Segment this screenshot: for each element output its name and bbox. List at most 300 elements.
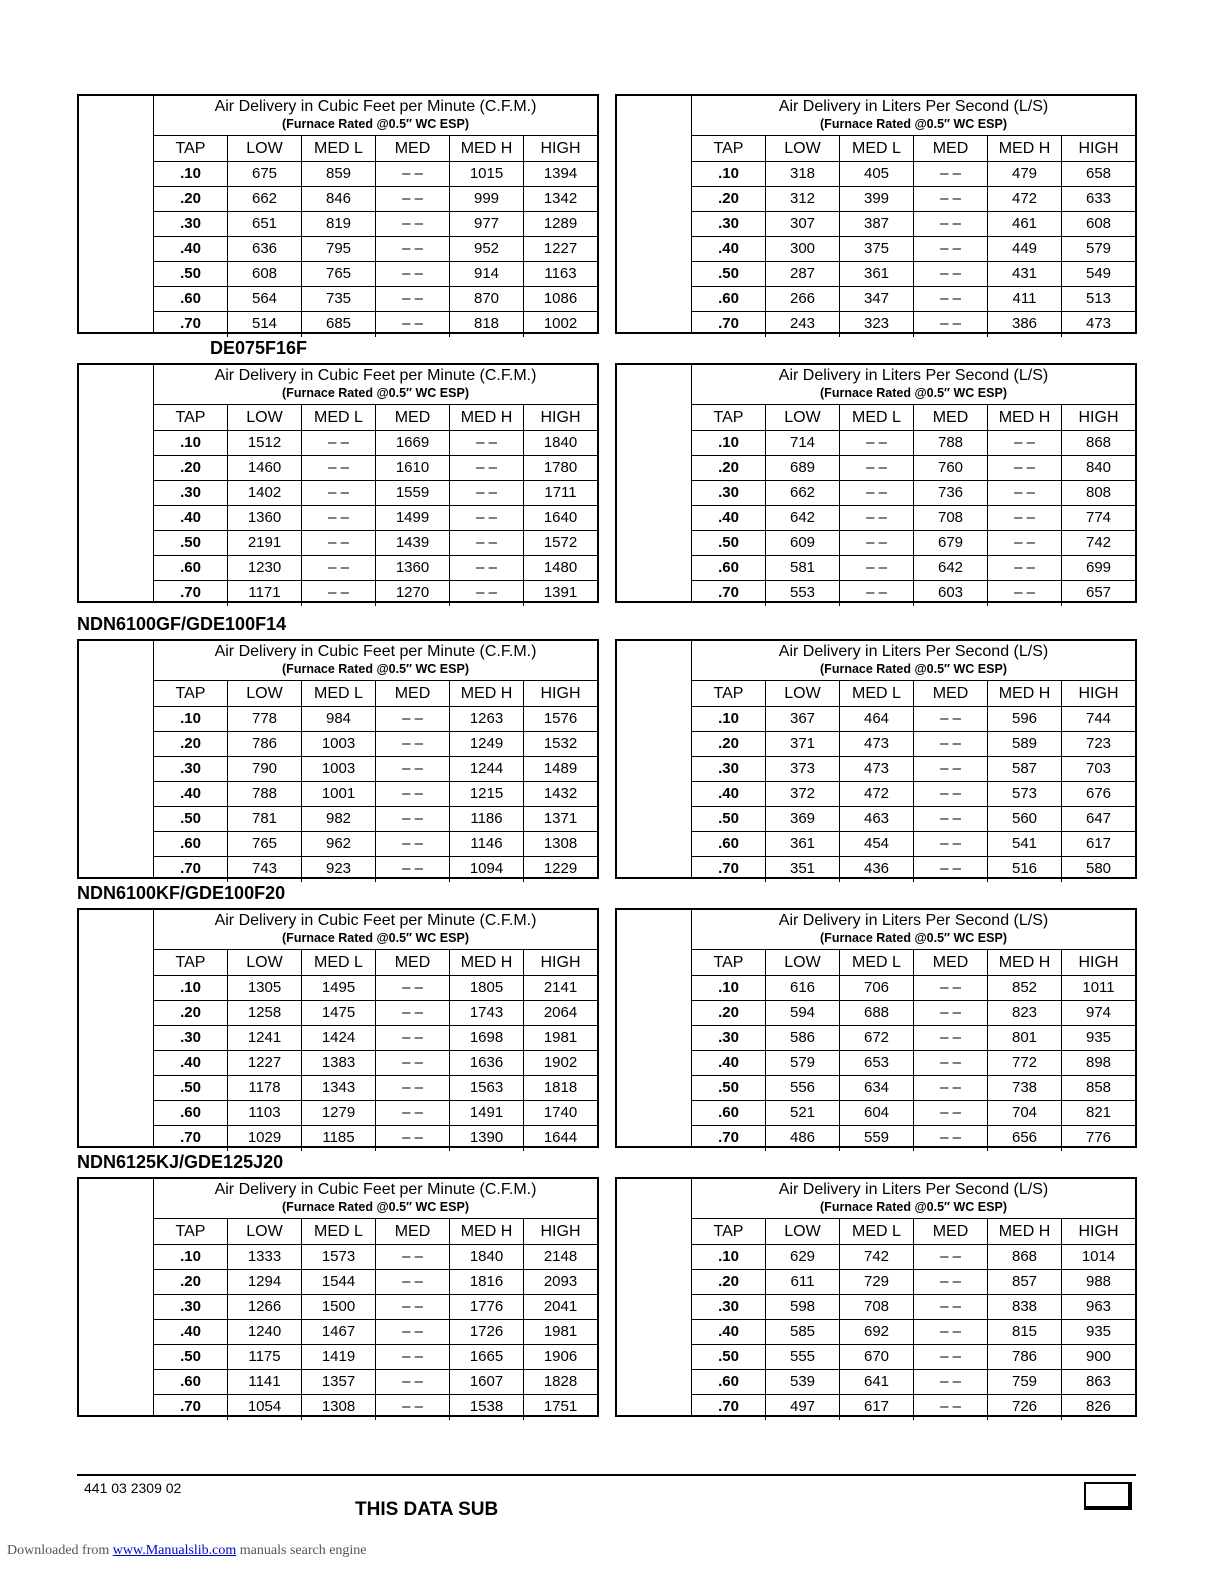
- table-header-row: [692, 950, 1135, 976]
- tap-cell: .40: [154, 237, 228, 262]
- table-body: [692, 365, 1135, 601]
- table-title: [154, 96, 597, 136]
- table-row: [692, 782, 1135, 807]
- value-cell: 1491: [450, 1101, 524, 1126]
- tap-cell: .40: [692, 1320, 766, 1345]
- tap-cell: .70: [692, 857, 766, 882]
- ls-table: [615, 363, 1137, 603]
- value-cell: 742: [840, 1245, 914, 1270]
- tap-cell: .10: [692, 976, 766, 1001]
- value-cell: 553: [766, 581, 840, 606]
- value-cell: 608: [1062, 212, 1135, 237]
- table-row: [154, 431, 597, 456]
- value-cell: 1175: [228, 1345, 302, 1370]
- value-cell: 1230: [228, 556, 302, 581]
- column-header: TAP: [692, 405, 766, 431]
- value-cell: 738: [988, 1076, 1062, 1101]
- column-header: LOW: [766, 950, 840, 976]
- table-row: [692, 431, 1135, 456]
- table-title-text: Air Delivery in Cubic Feet per Minute (C.F.M.): [214, 367, 537, 384]
- value-cell: 1776: [450, 1295, 524, 1320]
- value-cell: 778: [228, 707, 302, 732]
- value-cell: 1665: [450, 1345, 524, 1370]
- table-row: [692, 531, 1135, 556]
- value-cell: 1906: [524, 1345, 597, 1370]
- value-cell: – –: [914, 732, 988, 757]
- column-header: MED H: [988, 681, 1062, 707]
- value-cell: – –: [914, 976, 988, 1001]
- table-row: [692, 857, 1135, 882]
- column-header: TAP: [692, 950, 766, 976]
- value-cell: 1610: [376, 456, 450, 481]
- column-header: HIGH: [524, 681, 597, 707]
- column-header: HIGH: [524, 1219, 597, 1245]
- value-cell: 1816: [450, 1270, 524, 1295]
- table-row: [692, 1270, 1135, 1295]
- value-cell: 658: [1062, 162, 1135, 187]
- value-cell: 1500: [302, 1295, 376, 1320]
- column-header: MED L: [840, 681, 914, 707]
- value-cell: 514: [228, 312, 302, 337]
- value-cell: 473: [840, 757, 914, 782]
- ls-table: [615, 639, 1137, 879]
- value-cell: 1751: [543, 1398, 578, 1415]
- tap-cell: .10: [692, 162, 766, 187]
- column-header: TAP: [692, 136, 766, 162]
- value-cell: – –: [376, 732, 450, 757]
- table-row: [154, 581, 597, 606]
- value-cell: 818: [450, 312, 524, 337]
- value-cell: 1003: [302, 757, 376, 782]
- table-row: [692, 481, 1135, 506]
- table-row: [692, 1245, 1135, 1270]
- tap-cell: .40: [154, 1051, 228, 1076]
- value-cell: 852: [988, 976, 1062, 1001]
- value-cell: 633: [1062, 187, 1135, 212]
- value-cell: – –: [376, 237, 450, 262]
- value-cell: 1343: [302, 1076, 376, 1101]
- column-header: TAP: [154, 950, 228, 976]
- value-cell: 347: [840, 287, 914, 312]
- value-cell: 641: [840, 1370, 914, 1395]
- value-cell: 1636: [450, 1051, 524, 1076]
- value-cell: 1141: [228, 1370, 302, 1395]
- table-row: [692, 237, 1135, 262]
- table-row: [692, 1001, 1135, 1026]
- tap-cell: .40: [154, 506, 228, 531]
- table-row: [154, 1320, 597, 1345]
- table-title-text: Air Delivery in Liters Per Second (L/S): [778, 367, 1049, 384]
- tap-cell: .60: [692, 287, 766, 312]
- value-cell: 859: [302, 162, 376, 187]
- value-cell: – –: [376, 187, 450, 212]
- table-title: [692, 910, 1135, 950]
- tap-cell: .20: [154, 187, 228, 212]
- value-cell: 1342: [524, 187, 597, 212]
- value-cell: 653: [840, 1051, 914, 1076]
- table-body: [692, 96, 1135, 332]
- cfm-table: [77, 94, 599, 334]
- value-cell: – –: [840, 531, 914, 556]
- value-cell: 461: [988, 212, 1062, 237]
- column-header: MED H: [450, 950, 524, 976]
- value-cell: 706: [840, 976, 914, 1001]
- value-cell: 1258: [228, 1001, 302, 1026]
- value-cell: 1563: [450, 1076, 524, 1101]
- doc-number: 441 03 2309 02: [84, 1480, 182, 1496]
- value-cell: 1146: [450, 832, 524, 857]
- value-cell: 464: [840, 707, 914, 732]
- value-cell: – –: [914, 1345, 988, 1370]
- value-cell: 1512: [228, 431, 302, 456]
- manualslib-link[interactable]: www.Manualslib.com: [112, 1543, 237, 1558]
- value-cell: 2041: [524, 1295, 597, 1320]
- table-header-row: [154, 136, 597, 162]
- value-cell: 1711: [524, 481, 597, 506]
- table-title: [154, 1179, 597, 1219]
- value-cell: 454: [840, 832, 914, 857]
- table-title: [692, 96, 1135, 136]
- model-heading: DE075F16F: [210, 338, 308, 358]
- value-cell: 300: [766, 237, 840, 262]
- value-cell: 604: [840, 1101, 914, 1126]
- value-cell: 1607: [450, 1370, 524, 1395]
- value-cell: 982: [302, 807, 376, 832]
- value-cell: 868: [988, 1245, 1062, 1270]
- value-cell: – –: [376, 1320, 450, 1345]
- tap-cell: .50: [154, 262, 228, 287]
- column-header: MED: [376, 681, 450, 707]
- value-cell: 1424: [302, 1026, 376, 1051]
- value-cell: 372: [766, 782, 840, 807]
- value-cell: 999: [450, 187, 524, 212]
- table-header-row: [154, 405, 597, 431]
- table-side-column: [79, 641, 154, 877]
- table-title-text: Air Delivery in Liters Per Second (L/S): [778, 912, 1049, 929]
- value-cell: 1698: [450, 1026, 524, 1051]
- value-cell: 923: [302, 857, 376, 882]
- table-side-column: [79, 1179, 154, 1415]
- table-row: [154, 1270, 597, 1295]
- tap-cell: .30: [154, 1295, 228, 1320]
- value-cell: 598: [766, 1295, 840, 1320]
- tap-cell: .30: [154, 212, 228, 237]
- table-row: [692, 707, 1135, 732]
- column-header: LOW: [766, 1219, 840, 1245]
- table-subtitle: (Furnace Rated @0.5″ WC ESP): [282, 117, 469, 131]
- value-cell: – –: [840, 456, 914, 481]
- table-row: [154, 531, 597, 556]
- value-cell: – –: [450, 431, 524, 456]
- table-side-column: [79, 96, 154, 332]
- value-cell: 675: [228, 162, 302, 187]
- table-row: [154, 1370, 597, 1395]
- value-cell: 1360: [228, 506, 302, 531]
- column-header: LOW: [766, 681, 840, 707]
- table-row: [154, 237, 597, 262]
- table-row: [692, 212, 1135, 237]
- value-cell: 823: [988, 1001, 1062, 1026]
- value-cell: – –: [302, 531, 376, 556]
- column-header: MED: [914, 136, 988, 162]
- value-cell: 977: [450, 212, 524, 237]
- value-cell: – –: [376, 262, 450, 287]
- value-cell: – –: [914, 757, 988, 782]
- column-header: MED L: [840, 405, 914, 431]
- value-cell: 555: [766, 1345, 840, 1370]
- column-header: LOW: [228, 950, 302, 976]
- value-cell: 564: [228, 287, 302, 312]
- value-cell: 1573: [302, 1245, 376, 1270]
- value-cell: 984: [302, 707, 376, 732]
- table-subtitle: (Furnace Rated @0.5″ WC ESP): [820, 931, 1007, 945]
- tap-cell: .70: [154, 581, 228, 606]
- table-title: [154, 641, 597, 681]
- value-cell: 1186: [450, 807, 524, 832]
- value-cell: 735: [302, 287, 376, 312]
- value-cell: 312: [766, 187, 840, 212]
- tap-cell: .60: [154, 287, 228, 312]
- value-cell: 318: [766, 162, 840, 187]
- tap-cell: .40: [154, 1320, 228, 1345]
- value-cell: 1249: [450, 732, 524, 757]
- table-header-row: [692, 681, 1135, 707]
- value-cell: – –: [376, 212, 450, 237]
- table-row: [154, 1051, 597, 1076]
- value-cell: 629: [766, 1245, 840, 1270]
- table-row: [154, 1395, 597, 1420]
- value-cell: – –: [914, 1101, 988, 1126]
- table-row: [154, 1345, 597, 1370]
- value-cell: 662: [766, 481, 840, 506]
- tap-cell: .50: [154, 1076, 228, 1101]
- table-row: [692, 1026, 1135, 1051]
- value-cell: 1743: [450, 1001, 524, 1026]
- value-cell: 1305: [228, 976, 302, 1001]
- table-title-text: Air Delivery in Liters Per Second (L/S): [778, 98, 1049, 115]
- table-row: [154, 162, 597, 187]
- value-cell: 838: [988, 1295, 1062, 1320]
- value-cell: 776: [1085, 1129, 1112, 1146]
- value-cell: 559: [840, 1126, 914, 1151]
- value-cell: 704: [988, 1101, 1062, 1126]
- ls-table: [615, 908, 1137, 1148]
- table-body: [154, 641, 597, 877]
- table-row: [692, 1076, 1135, 1101]
- value-cell: 1227: [228, 1051, 302, 1076]
- column-header: MED H: [450, 405, 524, 431]
- table-row: [154, 707, 597, 732]
- tap-cell: .10: [154, 162, 228, 187]
- column-header: MED H: [450, 1219, 524, 1245]
- value-cell: 670: [840, 1345, 914, 1370]
- tap-cell: .50: [154, 1345, 228, 1370]
- tap-cell: .60: [154, 832, 228, 857]
- table-row: [692, 1370, 1135, 1395]
- cfm-table: [77, 908, 599, 1148]
- value-cell: 772: [988, 1051, 1062, 1076]
- table-side-column: [617, 910, 692, 1146]
- value-cell: 914: [450, 262, 524, 287]
- table-header-row: [154, 950, 597, 976]
- column-header: HIGH: [1062, 681, 1135, 707]
- tap-cell: .60: [154, 556, 228, 581]
- table-row: [692, 506, 1135, 531]
- column-header: HIGH: [524, 950, 597, 976]
- tap-cell: .10: [692, 431, 766, 456]
- value-cell: 1014: [1062, 1245, 1135, 1270]
- column-header: MED: [914, 1219, 988, 1245]
- value-cell: 1480: [524, 556, 597, 581]
- value-cell: 815: [988, 1320, 1062, 1345]
- value-cell: 472: [840, 782, 914, 807]
- value-cell: 1163: [524, 262, 597, 287]
- column-header: MED L: [302, 405, 376, 431]
- value-cell: – –: [376, 1026, 450, 1051]
- table-row: [692, 1101, 1135, 1126]
- value-cell: 1002: [543, 315, 578, 332]
- tap-cell: .40: [154, 782, 228, 807]
- value-cell: 786: [228, 732, 302, 757]
- table-row: [154, 1245, 597, 1270]
- value-cell: – –: [914, 1295, 988, 1320]
- value-cell: 1308: [302, 1395, 376, 1420]
- column-header: MED: [376, 1219, 450, 1245]
- tap-cell: .30: [692, 1026, 766, 1051]
- value-cell: 1185: [302, 1126, 376, 1151]
- value-cell: 1266: [228, 1295, 302, 1320]
- value-cell: 952: [450, 237, 524, 262]
- table-row: [692, 456, 1135, 481]
- value-cell: 1576: [524, 707, 597, 732]
- tap-cell: .70: [154, 857, 228, 882]
- value-cell: 611: [766, 1270, 840, 1295]
- value-cell: 636: [228, 237, 302, 262]
- tap-cell: .60: [154, 1101, 228, 1126]
- column-header: TAP: [154, 681, 228, 707]
- tap-cell: .10: [154, 431, 228, 456]
- value-cell: 369: [766, 807, 840, 832]
- table-title-text: Air Delivery in Liters Per Second (L/S): [778, 1181, 1049, 1198]
- value-cell: 858: [1062, 1076, 1135, 1101]
- value-cell: 449: [988, 237, 1062, 262]
- value-cell: – –: [914, 262, 988, 287]
- value-cell: 1215: [450, 782, 524, 807]
- column-header: MED H: [988, 1219, 1062, 1245]
- value-cell: 266: [766, 287, 840, 312]
- tap-cell: .20: [692, 732, 766, 757]
- tap-cell: .10: [692, 707, 766, 732]
- table-row: [692, 581, 1135, 606]
- tap-cell: .70: [692, 312, 766, 337]
- value-cell: 742: [1062, 531, 1135, 556]
- column-header: LOW: [228, 681, 302, 707]
- tap-cell: .40: [692, 237, 766, 262]
- footer-note: THIS DATA SUB: [355, 1499, 499, 1520]
- table-title-text: Air Delivery in Cubic Feet per Minute (C.F.M.): [214, 98, 537, 115]
- table-title-text: Air Delivery in Cubic Feet per Minute (C.F.M.): [214, 1181, 537, 1198]
- tap-cell: .50: [154, 807, 228, 832]
- table-title: [154, 365, 597, 405]
- value-cell: – –: [914, 1395, 988, 1420]
- table-body: [692, 1179, 1135, 1415]
- table-subtitle: (Furnace Rated @0.5″ WC ESP): [820, 386, 1007, 400]
- tap-cell: .30: [154, 481, 228, 506]
- value-cell: 1780: [524, 456, 597, 481]
- value-cell: 795: [302, 237, 376, 262]
- value-cell: 689: [766, 456, 840, 481]
- value-cell: 672: [840, 1026, 914, 1051]
- download-prefix: Downloaded from: [7, 1543, 113, 1558]
- value-cell: – –: [988, 506, 1062, 531]
- value-cell: 1333: [228, 1245, 302, 1270]
- table-subtitle: (Furnace Rated @0.5″ WC ESP): [820, 662, 1007, 676]
- value-cell: 688: [840, 1001, 914, 1026]
- table-subtitle: (Furnace Rated @0.5″ WC ESP): [282, 386, 469, 400]
- value-cell: – –: [376, 1345, 450, 1370]
- value-cell: – –: [376, 312, 450, 337]
- download-suffix: manuals search engine: [236, 1543, 367, 1558]
- column-header: MED H: [450, 681, 524, 707]
- value-cell: 323: [840, 312, 914, 337]
- table-side-column: [617, 96, 692, 332]
- tap-cell: .60: [692, 1101, 766, 1126]
- column-header: MED L: [302, 1219, 376, 1245]
- column-header: MED H: [988, 136, 1062, 162]
- value-cell: – –: [988, 481, 1062, 506]
- tap-cell: .50: [692, 531, 766, 556]
- value-cell: 1805: [450, 976, 524, 1001]
- value-cell: 539: [766, 1370, 840, 1395]
- table-row: [154, 1126, 597, 1151]
- value-cell: 692: [840, 1320, 914, 1345]
- table-row: [692, 732, 1135, 757]
- value-cell: 399: [840, 187, 914, 212]
- column-header: MED L: [302, 136, 376, 162]
- value-cell: – –: [914, 1270, 988, 1295]
- table-row: [692, 976, 1135, 1001]
- table-row: [154, 187, 597, 212]
- table-side-column: [79, 365, 154, 601]
- value-cell: – –: [376, 1245, 450, 1270]
- table-subtitle: (Furnace Rated @0.5″ WC ESP): [820, 1200, 1007, 1214]
- tap-cell: .60: [154, 1370, 228, 1395]
- value-cell: – –: [840, 431, 914, 456]
- tap-cell: .10: [692, 1245, 766, 1270]
- value-cell: 617: [1062, 832, 1135, 857]
- table-header-row: [154, 1219, 597, 1245]
- column-header: HIGH: [524, 136, 597, 162]
- table-side-column: [617, 641, 692, 877]
- value-cell: 1360: [376, 556, 450, 581]
- value-cell: 736: [914, 481, 988, 506]
- table-header-row: [692, 405, 1135, 431]
- tap-cell: .30: [692, 481, 766, 506]
- value-cell: 521: [766, 1101, 840, 1126]
- table-row: [154, 556, 597, 581]
- value-cell: – –: [450, 556, 524, 581]
- value-cell: – –: [914, 1245, 988, 1270]
- value-cell: 541: [988, 832, 1062, 857]
- value-cell: 586: [766, 1026, 840, 1051]
- tap-cell: .50: [154, 531, 228, 556]
- value-cell: – –: [914, 1320, 988, 1345]
- ls-table: [615, 94, 1137, 334]
- value-cell: 988: [1062, 1270, 1135, 1295]
- table-row: [154, 1076, 597, 1101]
- value-cell: – –: [376, 707, 450, 732]
- value-cell: 1383: [302, 1051, 376, 1076]
